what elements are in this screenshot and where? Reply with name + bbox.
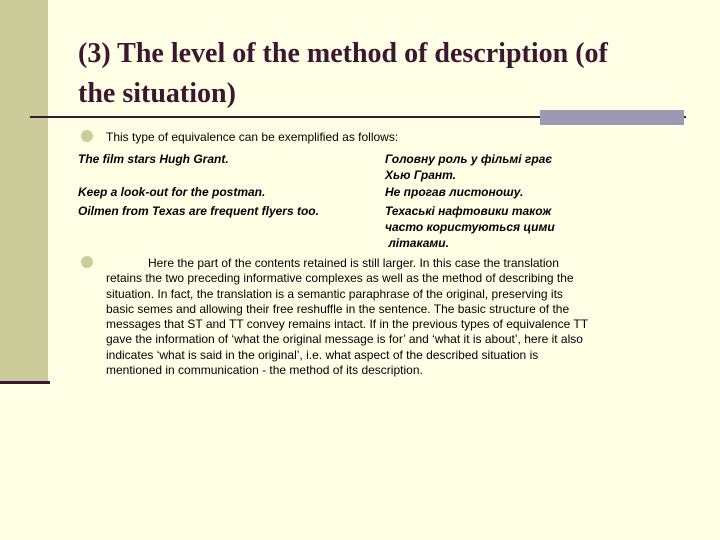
example-1-english: The film stars Hugh Grant.: [78, 152, 229, 166]
example-2-ukrainian: Не прогав листоношу.: [385, 185, 524, 199]
paragraph-line-1: Here the part of the contents retained is still larger. In this case the translation: [148, 256, 559, 270]
explanation-paragraph: [106, 256, 686, 378]
paragraph-line-3: situation. In fact, the translation is a semantic paraphrase of the original, preserving its: [106, 286, 563, 301]
example-3-ukrainian-line-2: часто користуються цими: [385, 220, 555, 234]
slide-title-line-2: the situation): [78, 78, 236, 109]
left-decorative-line: [0, 381, 50, 384]
intro-text: This type of equivalence can be exemplified as follows:: [106, 130, 399, 144]
title-accent-block: [540, 110, 684, 125]
example-3-ukrainian: [385, 203, 555, 251]
left-decorative-bar: [0, 0, 48, 382]
example-1-ukrainian: [385, 151, 552, 183]
paragraph-line-4: basic semes and allowing their free reshuffle in the sentence. The basic structure of the: [106, 301, 570, 316]
example-2-english: Keep a look-out for the postman.: [78, 185, 266, 199]
example-3-ukrainian-line-3: літаками.: [385, 236, 449, 250]
paragraph-line-8: mentioned in communication - the method of its description.: [106, 363, 423, 378]
slide-title-line-1: (3) The level of the method of description (of: [78, 38, 608, 69]
bullet-icon: [81, 256, 93, 268]
paragraph-line-7: indicates ‘what is said in the original’, i.e. what aspect of the described situation is: [106, 347, 539, 362]
bullet-icon: [81, 130, 93, 142]
slide-title: [78, 34, 698, 114]
example-1-ukrainian-line-1: Головну роль у фільмі грає: [385, 152, 553, 166]
paragraph-line-6: gave the information of ‘what the original message is for’ and ‘what it is about’, here it also: [106, 332, 583, 347]
example-3-ukrainian-line-1: Техаські нафтовики також: [385, 204, 552, 218]
example-3-english: Oilmen from Texas are frequent flyers too.: [78, 204, 319, 218]
paragraph-line-2: retains the two preceding informative complexes as well as the method of describing the: [106, 271, 574, 286]
paragraph-line-5: messages that ST and TT convey remains intact. If in the previous types of equivalence TT: [106, 317, 589, 332]
example-1-ukrainian-line-2: Хью Грант.: [385, 168, 457, 182]
